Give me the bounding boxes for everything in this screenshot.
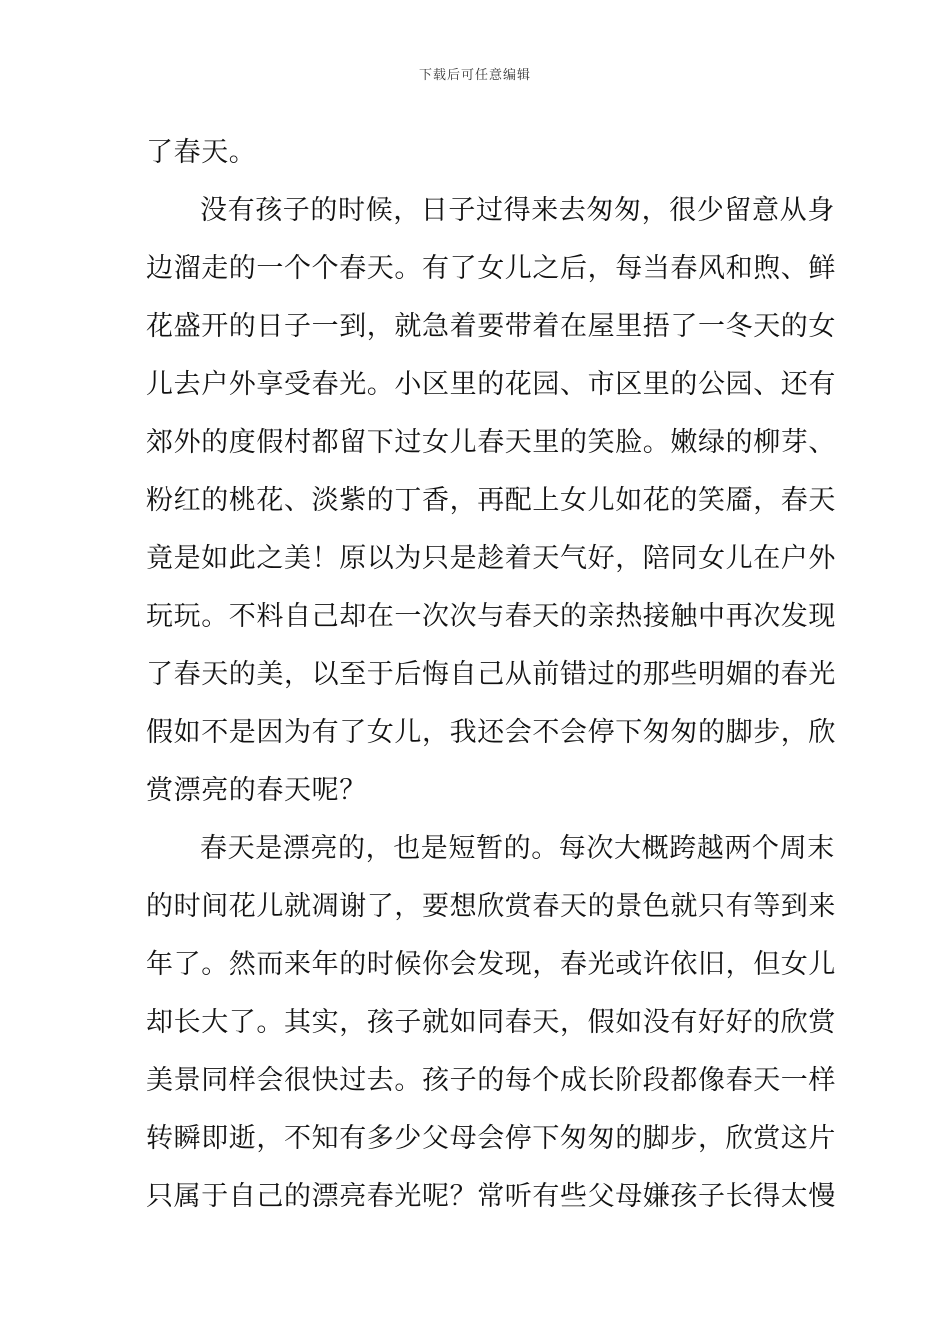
text-line: 儿去户外享受春光。小区里的花园、市区里的公园、还有 [146, 369, 836, 400]
text-line: 了春天的美，以至于后悔自己从前错过的那些明媚的春光 [146, 659, 836, 690]
paragraph-2 [146, 182, 836, 820]
text-line: 边溜走的一个个春天。有了女儿之后，每当春风和煦、鲜 [146, 253, 836, 284]
text-line: 假如不是因为有了女儿，我还会不会停下匆匆的脚步，欣 [146, 717, 836, 748]
text-line: 没有孩子的时候，日子过得来去匆匆，很少留意从身 [200, 195, 835, 226]
text-line: 美景同样会很快过去。孩子的每个成长阶段都像春天一样 [146, 1065, 836, 1096]
text-line: 只属于自己的漂亮春光呢？常听有些父母嫌孩子长得太慢 [146, 1181, 836, 1212]
text-line: 春天是漂亮的，也是短暂的。每次大概跨越两个周末 [200, 833, 835, 864]
text-line: 花盛开的日子一到，就急着要带着在屋里捂了一冬天的女 [146, 311, 836, 342]
page-header: 下载后可任意编辑 [418, 68, 531, 83]
text-line: 年了。然而来年的时候你会发现，春光或许依旧，但女儿 [146, 949, 836, 980]
text-line: 的时间花儿就凋谢了，要想欣赏春天的景色就只有等到来 [146, 891, 836, 922]
text-line: 玩玩。不料自己却在一次次与春天的亲热接触中再次发现 [146, 601, 836, 632]
paragraph-3 [146, 820, 836, 1226]
text-line: 却长大了。其实，孩子就如同春天，假如没有好好的欣赏 [146, 1007, 836, 1038]
text-line: 粉红的桃花、淡紫的丁香，再配上女儿如花的笑靥，春天 [146, 485, 836, 516]
text-line: 竟是如此之美！原以为只是趁着天气好，陪同女儿在户外 [146, 543, 836, 574]
text-line: 赏漂亮的春天呢？ [146, 775, 367, 806]
text-line: 郊外的度假村都留下过女儿春天里的笑脸。嫩绿的柳芽、 [146, 427, 836, 458]
text-line: 转瞬即逝，不知有多少父母会停下匆匆的脚步，欣赏这片 [146, 1123, 836, 1154]
paragraph-1 [146, 124, 810, 182]
document-body [146, 124, 836, 1226]
text-line: 了春天。 [146, 137, 257, 168]
